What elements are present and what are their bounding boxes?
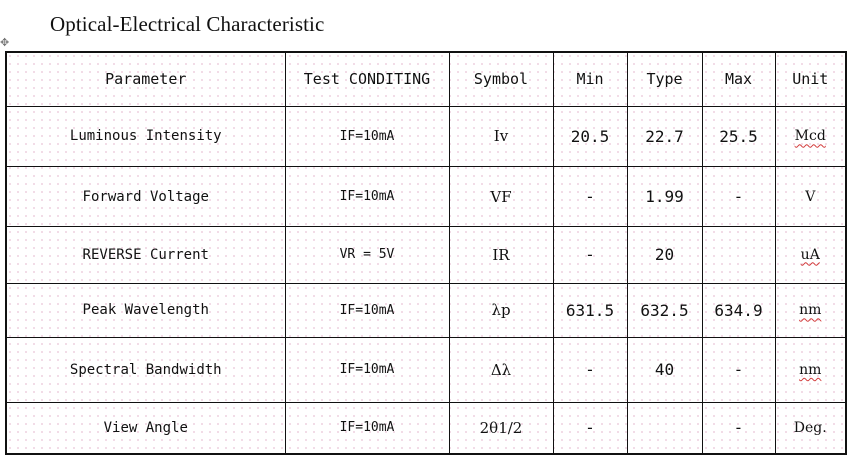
cell-unit: Deg. — [775, 402, 846, 454]
table-row — [6, 226, 846, 283]
cell-condition: IF=10mA — [285, 167, 449, 227]
cell-symbol: IR — [449, 226, 553, 283]
table-row — [6, 402, 846, 454]
move-handle-icon: ✥ — [0, 37, 10, 49]
cell-parameter: Luminous Intensity — [6, 106, 285, 167]
cell-parameter: View Angle — [6, 402, 285, 454]
cell-max — [702, 226, 775, 283]
cell-condition: IF=10mA — [285, 106, 449, 167]
cell-symbol: Iv — [449, 106, 553, 167]
header-parameter: Parameter — [6, 52, 285, 106]
cell-typ: 632.5 — [627, 283, 702, 338]
table-row — [6, 283, 846, 338]
characteristics-table — [5, 51, 847, 455]
cell-unit: nm — [775, 283, 846, 338]
cell-symbol: VF — [449, 167, 553, 227]
cell-parameter: Forward Voltage — [6, 167, 285, 227]
header-min: Min — [553, 52, 627, 106]
cell-min: - — [553, 338, 627, 403]
cell-min: 20.5 — [553, 106, 627, 167]
table-row — [6, 106, 846, 167]
cell-typ — [627, 402, 702, 454]
cell-unit: V — [775, 167, 846, 227]
cell-symbol: λp — [449, 283, 553, 338]
cell-min: - — [553, 402, 627, 454]
cell-min: - — [553, 167, 627, 227]
cell-symbol: 2θ1/2 — [449, 402, 553, 454]
document-title: Optical-Electrical Characteristic — [50, 12, 325, 36]
table-row — [6, 338, 846, 403]
header-max: Max — [702, 52, 775, 106]
header-test-condition: Test CONDITING — [285, 52, 449, 106]
header-row — [6, 52, 846, 106]
cell-parameter: Peak Wavelength — [6, 283, 285, 338]
cell-typ: 1.99 — [627, 167, 702, 227]
header-type: Type — [627, 52, 702, 106]
header-symbol: Symbol — [449, 52, 553, 106]
cell-symbol: Δλ — [449, 338, 553, 403]
cell-typ: 22.7 — [627, 106, 702, 167]
cell-unit: uA — [775, 226, 846, 283]
cell-parameter: Spectral Bandwidth — [6, 338, 285, 403]
cell-condition: IF=10mA — [285, 402, 449, 454]
cell-min: - — [553, 226, 627, 283]
cell-condition: VR = 5V — [285, 226, 449, 283]
table-row — [6, 167, 846, 227]
cell-parameter: REVERSE Current — [6, 226, 285, 283]
cell-min: 631.5 — [553, 283, 627, 338]
cell-unit: Mcd — [775, 106, 846, 167]
cell-max: - — [702, 402, 775, 454]
cell-condition: IF=10mA — [285, 338, 449, 403]
cell-unit: nm — [775, 338, 846, 403]
cell-typ: 20 — [627, 226, 702, 283]
cell-max: 634.9 — [702, 283, 775, 338]
cell-condition: IF=10mA — [285, 283, 449, 338]
header-unit: Unit — [775, 52, 846, 106]
cell-max: - — [702, 167, 775, 227]
cell-typ: 40 — [627, 338, 702, 403]
cell-max: - — [702, 338, 775, 403]
cell-max: 25.5 — [702, 106, 775, 167]
